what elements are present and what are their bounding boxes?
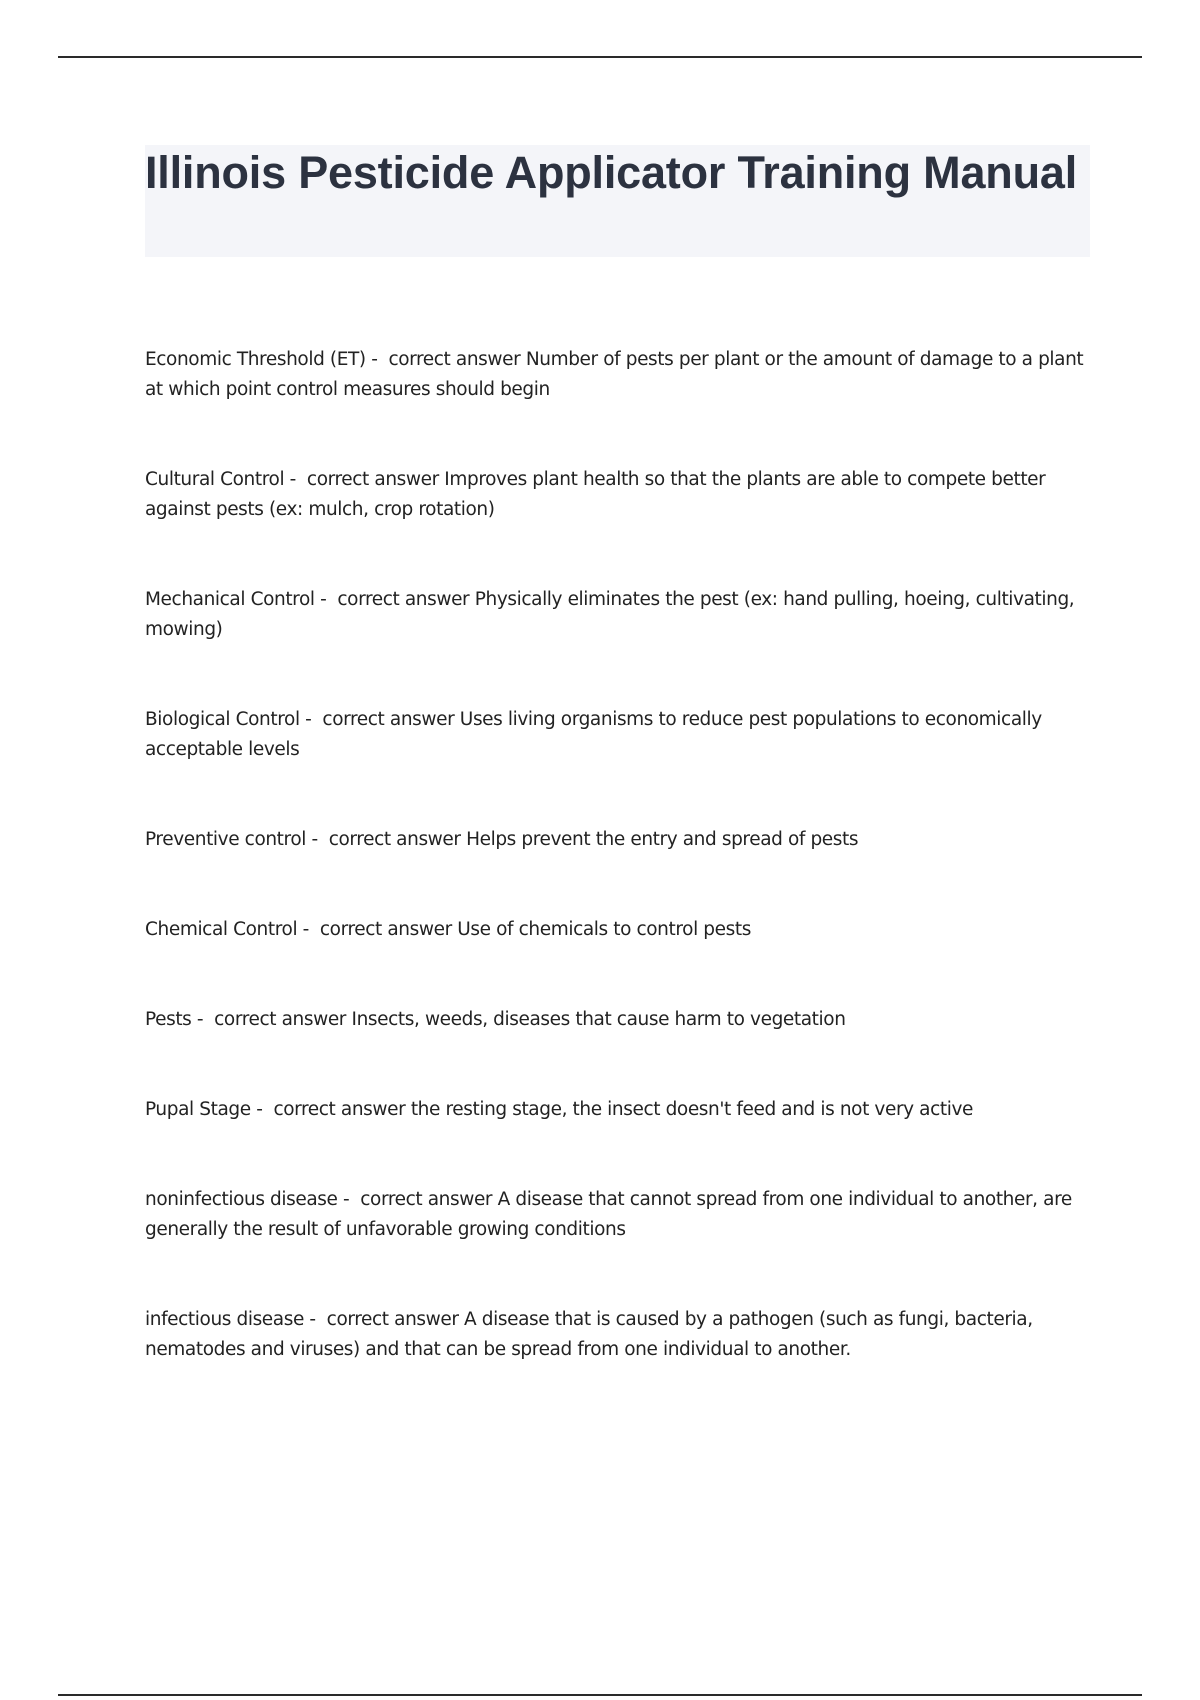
- answer-text: Physically eliminates the pest (ex: hand pulling, hoeing, cultivating, mowing): [145, 589, 1075, 640]
- document-title: Illinois Pesticide Applicator Training Manual: [145, 147, 1078, 198]
- title-block: [145, 145, 1090, 257]
- qa-entry: Preventive control - correct answer Helps prevent the entry and spread of pests: [145, 829, 859, 850]
- term: Biological Control: [145, 709, 300, 730]
- answer-marker: correct answer: [326, 1309, 459, 1330]
- answer-marker: correct answer: [322, 709, 455, 730]
- qa-entry: Pests - correct answer Insects, weeds, diseases that cause harm to vegetation: [145, 1009, 846, 1030]
- qa-entry: Economic Threshold (ET) - correct answer Number of pests per plant or the amount of damage to a plant at which point control measures should begin: [145, 349, 1084, 400]
- term: Cultural Control: [145, 469, 285, 490]
- qa-entry: Chemical Control - correct answer Use of chemicals to control pests: [145, 919, 751, 940]
- answer-marker: correct answer: [319, 919, 452, 940]
- answer-text: Number of pests per plant or the amount of damage to a plant at which point control measures should begin: [145, 349, 1084, 400]
- answer-text: Improves plant health so that the plants are able to compete better against pests (ex: mulch, crop rotation): [145, 469, 1046, 520]
- term: Mechanical Control: [145, 589, 315, 610]
- answer-text: A disease that cannot spread from one individual to another, are generally the result of unfavorable growing conditions: [145, 1189, 1072, 1240]
- term: Pests: [145, 1009, 192, 1030]
- qa-list: [145, 345, 1090, 1425]
- answer-marker: correct answer: [306, 469, 439, 490]
- term: Pupal Stage: [145, 1099, 251, 1120]
- answer-text: the resting stage, the insect doesn't feed and is not very active: [410, 1099, 974, 1120]
- qa-entry: Pupal Stage - correct answer the resting stage, the insect doesn't feed and is not very active: [145, 1099, 974, 1120]
- answer-marker: correct answer: [337, 589, 470, 610]
- qa-entry: noninfectious disease - correct answer A disease that cannot spread from one individual to another, are generally the result of unfavorable growing conditions: [145, 1189, 1072, 1240]
- term: Preventive control: [145, 829, 306, 850]
- qa-entry: Cultural Control - correct answer Improves plant health so that the plants are able to compete better against pests (ex: mulch, crop rotation): [145, 469, 1046, 520]
- qa-entry: infectious disease - correct answer A disease that is caused by a pathogen (such as fungi, bacteria, nematodes and viruses) and that can be spread from one individual to another.: [145, 1309, 1033, 1360]
- answer-marker: correct answer: [214, 1009, 347, 1030]
- answer-text: Helps prevent the entry and spread of pests: [466, 829, 859, 850]
- term: infectious disease: [145, 1309, 304, 1330]
- term: Chemical Control: [145, 919, 298, 940]
- bottom-rule: [58, 1694, 1142, 1696]
- answer-marker: correct answer: [328, 829, 461, 850]
- answer-text: Uses living organisms to reduce pest populations to economically acceptable levels: [145, 709, 1042, 760]
- term: noninfectious disease: [145, 1189, 338, 1210]
- answer-marker: correct answer: [360, 1189, 493, 1210]
- answer-text: A disease that is caused by a pathogen (such as fungi, bacteria, nematodes and viruses) and that can be spread from one individual to another.: [145, 1309, 1033, 1360]
- term: Economic Threshold (ET): [145, 349, 366, 370]
- answer-marker: correct answer: [273, 1099, 406, 1120]
- answer-text: Insects, weeds, diseases that cause harm to vegetation: [351, 1009, 846, 1030]
- answer-marker: correct answer: [388, 349, 521, 370]
- answer-text: Use of chemicals to control pests: [457, 919, 751, 940]
- qa-entry: Mechanical Control - correct answer Physically eliminates the pest (ex: hand pulling, hoeing, cultivating, mowing): [145, 589, 1075, 640]
- qa-entry: Biological Control - correct answer Uses living organisms to reduce pest populations to economically acceptable levels: [145, 709, 1042, 760]
- top-rule: [58, 56, 1142, 58]
